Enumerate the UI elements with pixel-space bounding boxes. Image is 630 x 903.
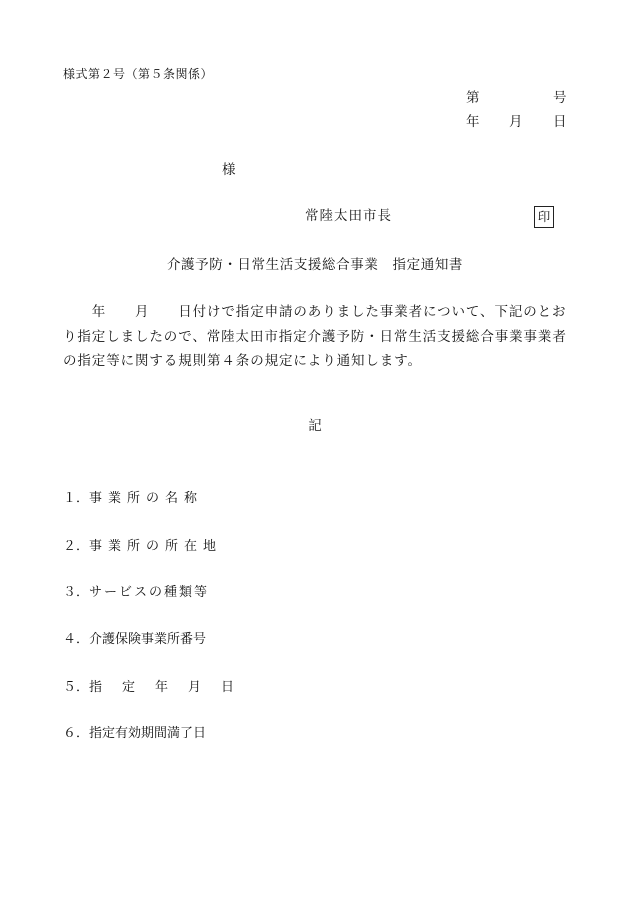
item-number: １． — [63, 491, 90, 506]
date-day: 日 — [553, 114, 567, 130]
item-insurance-number — [63, 633, 206, 646]
item-label: 指定有効期間満了日 — [89, 726, 207, 741]
date-month: 月 — [509, 114, 523, 130]
item-number: ４． — [63, 632, 90, 647]
form-label: 様式第２号（第５条関係） — [63, 67, 214, 81]
number-prefix: 第 — [466, 90, 480, 106]
item-label: 事業所の所在地 — [89, 539, 223, 554]
body-line-3: の指定等に関する規則第４条の規定により通知します。 — [63, 353, 422, 369]
seal-mark: 印 — [534, 206, 554, 228]
ki-heading: 記 — [308, 418, 322, 434]
item-number: ２． — [63, 539, 90, 554]
item-label: 指定年月日 — [89, 680, 255, 695]
item-office-name — [63, 492, 203, 505]
item-number: ３． — [63, 585, 90, 600]
item-service-type — [63, 586, 209, 599]
item-designation-date — [63, 681, 254, 694]
number-suffix: 号 — [553, 90, 567, 106]
body-text — [63, 300, 575, 374]
body-line-1: 年 月 日付けで指定申請のありました事業者について、下記のとお — [63, 304, 567, 320]
item-office-address — [63, 540, 222, 553]
body-line-2: り指定しましたので、常陸太田市指定介護予防・日常生活支援総合事業事業者 — [63, 328, 567, 345]
item-label: 事業所の名称 — [89, 491, 204, 506]
addressee-honorific: 様 — [222, 162, 236, 178]
item-number: ６． — [63, 726, 90, 741]
issuer-name: 常陸太田市長 — [305, 208, 392, 224]
item-label: 介護保険事業所番号 — [89, 632, 207, 647]
item-label: サービスの種類等 — [89, 585, 210, 600]
date-year: 年 — [466, 114, 480, 130]
item-expiry-date — [63, 727, 206, 740]
document-title: 介護予防・日常生活支援総合事業 指定通知書 — [166, 257, 464, 273]
item-number: ５． — [63, 680, 90, 695]
